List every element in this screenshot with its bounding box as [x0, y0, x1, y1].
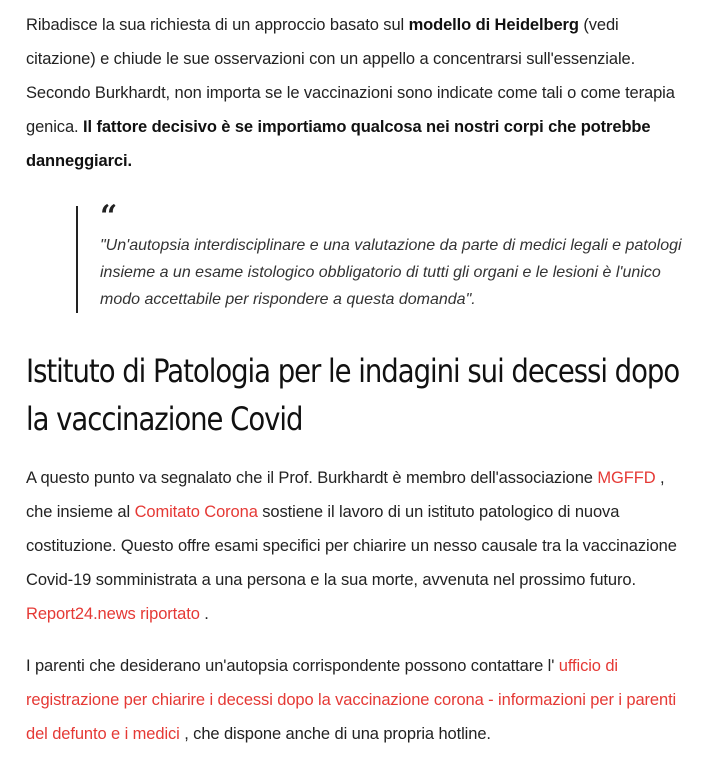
quote-text: "Un'autopsia interdisciplinare e una valutazione da parte di medici legali e patologi insieme a un esame istologico obbligatorio di tutti gli organi e le lesioni è l'unico modo accettabile per rispondere a questa domanda".: [100, 237, 682, 308]
comitato-corona-link[interactable]: Comitato Corona: [134, 503, 258, 521]
blockquote: [76, 199, 682, 313]
intro-bold-conclusion: Il fattore decisivo è se importiamo qualcosa nei nostri corpi che potrebbe danneggiarci.: [26, 118, 651, 170]
report24-link[interactable]: Report24.news riportato: [26, 605, 200, 623]
para2-text-2: , che insieme al: [26, 469, 665, 521]
relatives-paragraph: [26, 649, 682, 751]
quote-icon: “: [100, 199, 118, 234]
intro-bold-heidelberg: modello di Heidelberg: [408, 16, 579, 34]
para2-text-4: .: [199, 605, 209, 623]
intro-text-2: (vedi citazione) e chiude le sue osservazioni con un appello a concentrarsi sull'essenziale. Secondo Burkhardt, non importa se le vaccinazioni sono indicate come tali o come terapia genica.: [26, 16, 675, 136]
para3-text-1: I parenti che desiderano un'autopsia corrispondente possono contattare l': [26, 657, 559, 675]
para2-text-1: A questo punto va segnalato che il Prof. Burkhardt è membro dell'associazione: [26, 469, 598, 487]
section-heading: Istituto di Patologia per le indagini sui decessi dopo la vaccinazione Covid: [26, 352, 680, 438]
registration-office-link[interactable]: ufficio di registrazione per chiarire i decessi dopo la vaccinazione corona - informazioni per i parenti del defunto e i medici: [26, 657, 677, 743]
intro-paragraph: [26, 8, 682, 178]
mgffd-paragraph: [26, 461, 682, 631]
intro-text-1: Ribadisce la sua richiesta di un approccio basato sul: [26, 16, 409, 34]
mgffd-link[interactable]: MGFFD: [597, 469, 656, 487]
para3-text-2: , che dispone anche di una propria hotline.: [179, 725, 491, 743]
para2-text-3: sostiene il lavoro di un istituto patologico di nuova costituzione. Questo offre esami specifici per chiarire un nesso causale tra la vaccinazione Covid-19 somministrata a una persona e la sua morte, avvenuta nel prossimo futuro.: [26, 503, 677, 589]
